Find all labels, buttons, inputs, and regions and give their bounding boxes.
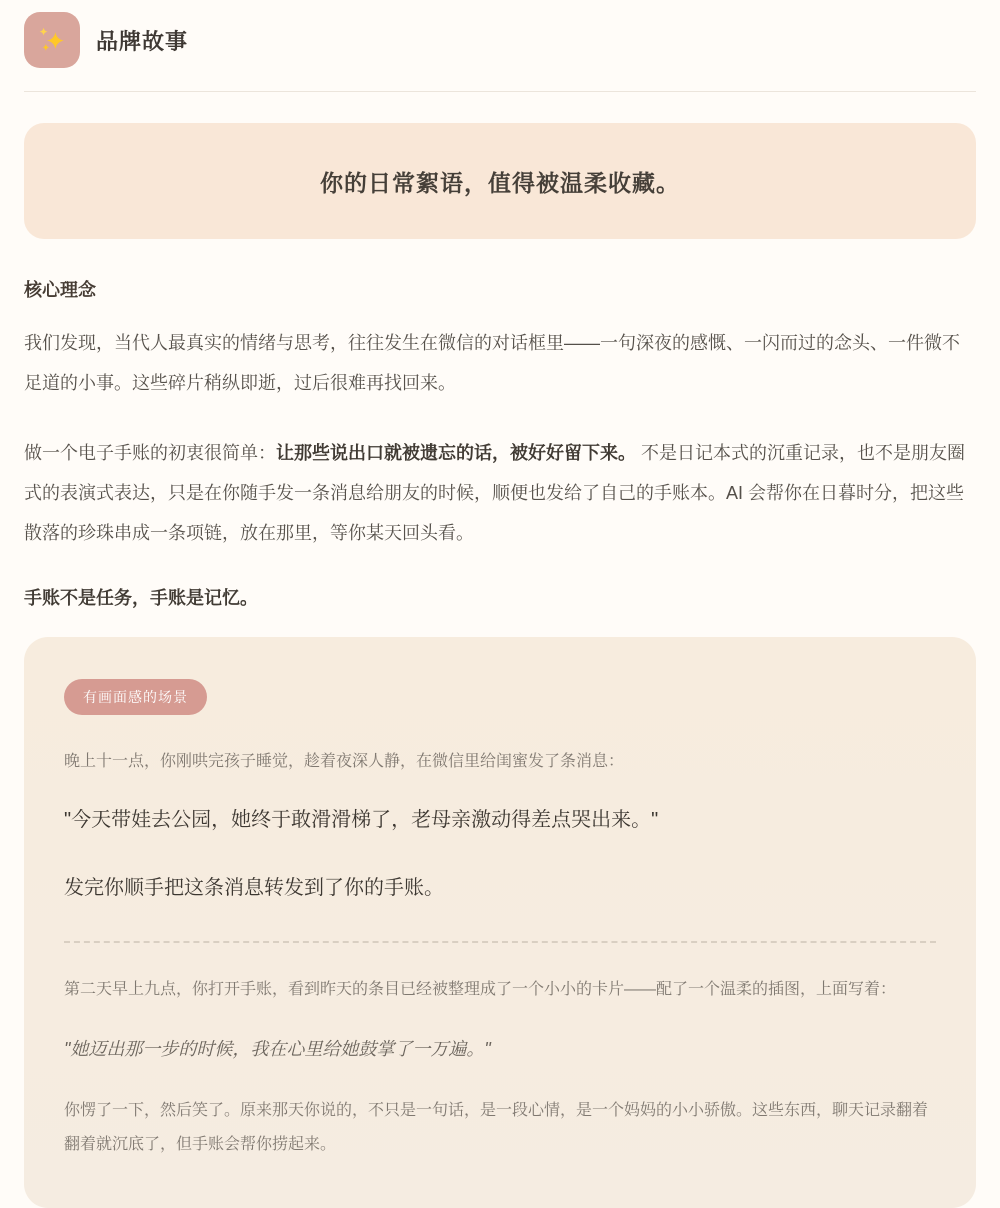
- scene-paragraph-2: 发完你顺手把这条消息转发到了你的手账。: [64, 877, 444, 899]
- core-paragraph-1: 我们发现，当代人最真实的情绪与思考，往往发生在微信的对话框里——一句深夜的感慨、一闪而过的念头、一件微不足道的小事。这些碎片稍纵即逝，过后很难再找回来。: [24, 333, 960, 393]
- tagline-banner: [24, 123, 976, 239]
- core-paragraph-2-bold: 让那些说出口就被遗忘的话，被好好留下来。: [276, 443, 636, 463]
- core-paragraph-2-prefix: 做一个电子手账的初衷很简单：: [24, 443, 276, 463]
- scene-dashed-divider: [64, 941, 936, 943]
- core-paragraph-2: [24, 433, 976, 553]
- tagline-text: 你的日常絮语，值得被温柔收藏。: [320, 169, 680, 196]
- header-divider: [24, 91, 976, 92]
- sparkles-icon: [24, 12, 80, 68]
- section-heading-core-philosophy: 核心理念: [24, 280, 96, 300]
- scene-paragraph-3: 第二天早上九点，你打开手账，看到昨天的条目已经被整理成了一个小小的卡片——配了一个温柔的插图，上面写着：: [64, 981, 897, 998]
- scene-badge: 有画面感的场景: [64, 679, 207, 715]
- slogan-line: 手账不是任务，手账是记忆。: [24, 588, 258, 608]
- scene-paragraph-1: 晚上十一点，你刚哄完孩子睡觉，趁着夜深人静，在微信里给闺蜜发了条消息：: [64, 753, 625, 770]
- page-title: 品牌故事: [96, 28, 189, 54]
- scene-card: [24, 637, 976, 1208]
- scene-paragraph-4: 你愣了一下，然后笑了。原来那天你说的，不只是一句话，是一段心情，是一个妈妈的小小骄傲。这些东西，聊天记录翻着翻着就沉底了，但手账会帮你捞起来。: [64, 1102, 929, 1153]
- page-header: [24, 12, 976, 68]
- scene-quote-2: "她迈出那一步的时候，我在心里给她鼓掌了一万遍。": [64, 1039, 491, 1059]
- core-paragraph-2-suffix: 不是日记本式的沉重记录，也不是朋友圈式的表演式表达，只是在你随手发一条消息给朋友的时候，顺便也发给了自己的手账本。AI 会帮你在日暮时分，把这些散落的珍珠串成一条项链，放在那里，等你某天回头看。: [24, 443, 965, 543]
- scene-quote-1: "今天带娃去公园，她终于敢滑滑梯了，老母亲激动得差点哭出来。": [64, 809, 659, 831]
